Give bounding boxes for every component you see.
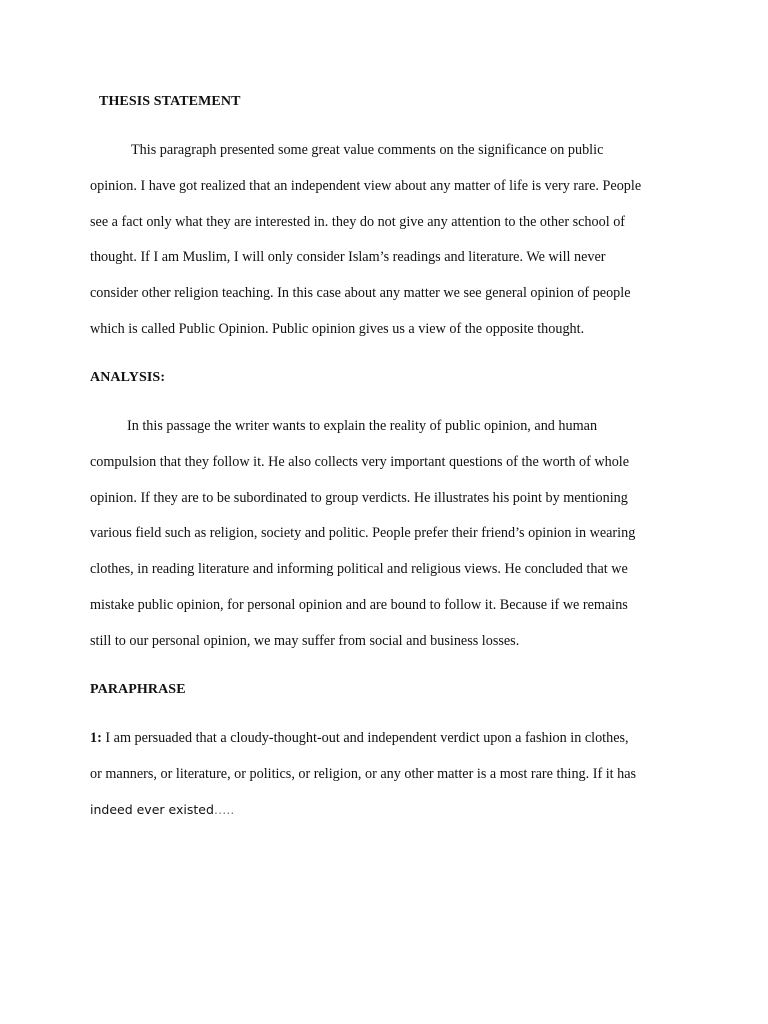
analysis-line: still to our personal opinion, we may suffer from social and business losses.: [90, 633, 520, 649]
analysis-line: mistake public opinion, for personal opinion and are bound to follow it. Because if we remains: [90, 597, 628, 613]
thesis-line: consider other religion teaching. In this case about any matter we see general opinion of people: [90, 285, 631, 301]
analysis-line: compulsion that they follow it. He also collects very important questions of the worth of whole: [90, 454, 630, 470]
paraphrase-last-line-text: indeed ever existed: [90, 802, 214, 817]
analysis-line: clothes, in reading literature and informing political and religious views. He concluded that we: [90, 561, 628, 577]
paraphrase-line: or manners, or literature, or politics, or religion, or any other matter is a most rare thing. If it has: [90, 766, 637, 782]
paraphrase-line-text: I am persuaded that a cloudy-thought-out and independent verdict upon a fashion in clothes,: [101, 730, 629, 746]
thesis-line: thought. If I am Muslim, I will only consider Islam’s readings and literature. We will never: [90, 249, 606, 265]
analysis-heading: ANALYSIS:: [90, 370, 166, 385]
thesis-line: opinion. I have got realized that an independent view about any matter of life is very rare. People: [90, 178, 642, 194]
analysis-line: In this passage the writer wants to explain the reality of public opinion, and human: [127, 418, 598, 434]
thesis-heading: THESIS STATEMENT: [99, 94, 241, 109]
ellipsis: …..: [213, 802, 235, 817]
analysis-line: opinion. If they are to be subordinated to group verdicts. He illustrates his point by mentioning: [90, 490, 628, 506]
paraphrase-number: 1:: [90, 730, 102, 746]
thesis-line: see a fact only what they are interested in. they do not give any attention to the other school of: [90, 214, 626, 230]
paraphrase-heading: PARAPHRASE: [90, 682, 186, 697]
thesis-line: which is called Public Opinion. Public opinion gives us a view of the opposite thought.: [90, 321, 585, 337]
analysis-line: various field such as religion, society and politic. People prefer their friend’s opinion in wearing: [90, 525, 636, 541]
thesis-line: This paragraph presented some great value comments on the significance on public: [131, 142, 604, 158]
paraphrase-last-line: [90, 802, 234, 817]
paraphrase-line: [90, 730, 629, 747]
